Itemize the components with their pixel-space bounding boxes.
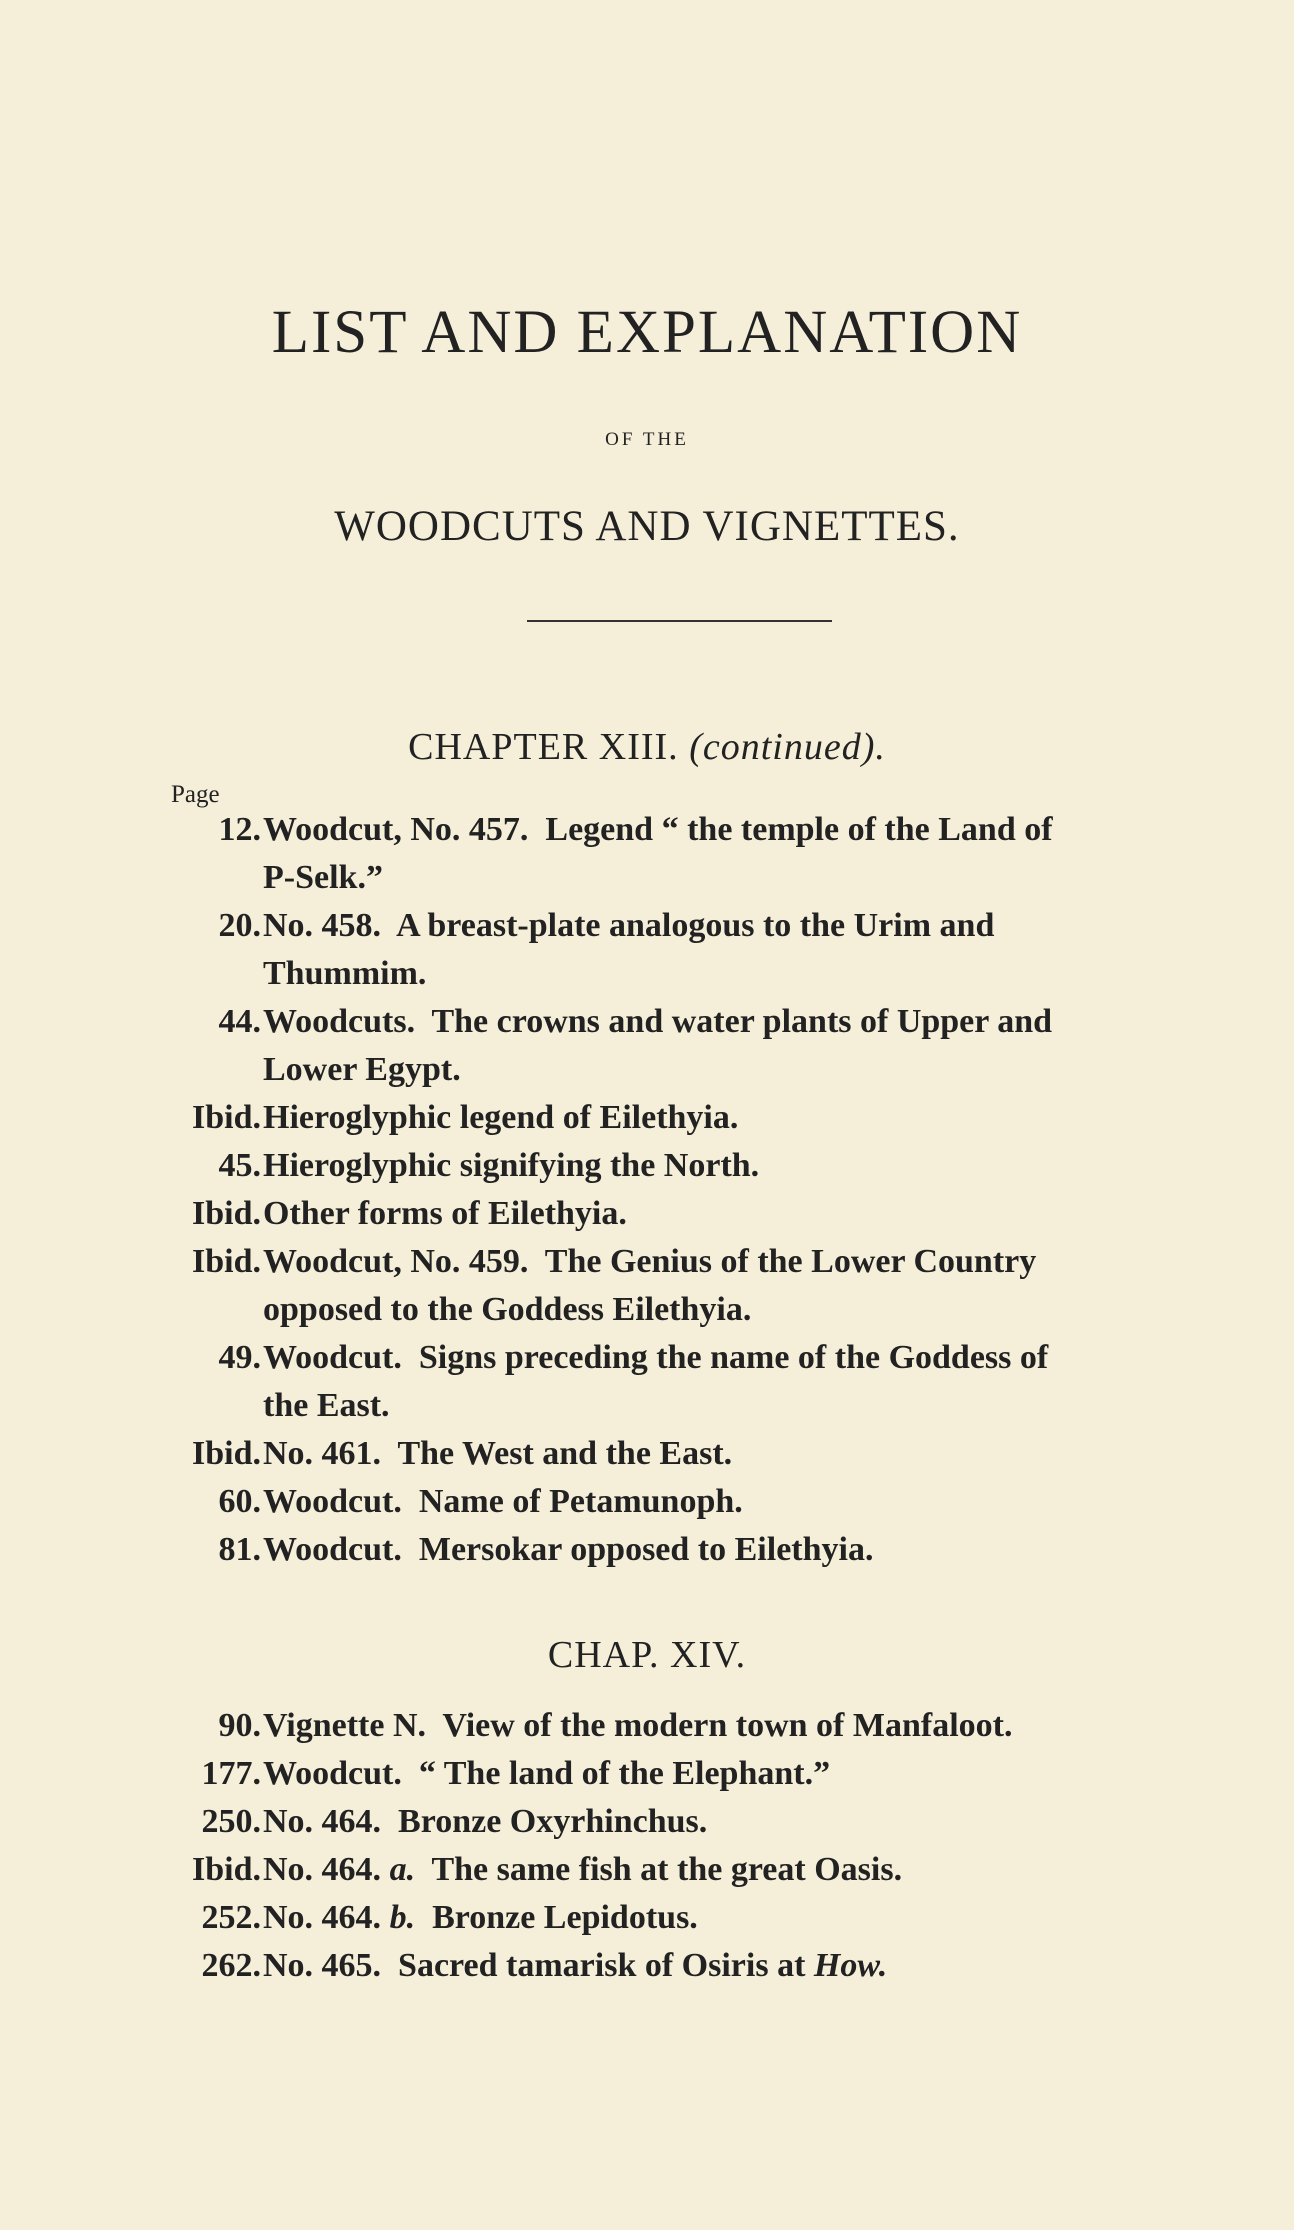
entry-text xyxy=(263,1894,1198,1942)
entry-page: 252. xyxy=(201,1899,261,1936)
chapter-13-heading xyxy=(0,728,1294,766)
entry-text xyxy=(263,1942,1198,1990)
entry-page: 177. xyxy=(201,1755,261,1792)
entry-text: Woodcut. Signs preceding the name of the Goddess of xyxy=(263,1339,1049,1376)
page-column-label: Page xyxy=(171,781,220,808)
entry-text-cont: Lower Egypt. xyxy=(263,1051,461,1088)
entry-text xyxy=(263,1846,1198,1894)
entry-page: Ibid. xyxy=(192,1435,261,1472)
entry-page: 250. xyxy=(201,1803,261,1840)
entry-page: 49. xyxy=(218,1339,261,1376)
entry-page: 262. xyxy=(201,1947,261,1984)
entry-page: Ibid. xyxy=(192,1099,261,1136)
entry-text: Woodcut. Name of Petamunoph. xyxy=(263,1483,743,1520)
entry-page: 60. xyxy=(218,1483,261,1520)
entry-text-italic: a. xyxy=(389,1851,416,1888)
entry-page: Ibid. xyxy=(192,1851,261,1888)
entry-text: Woodcuts. The crowns and water plants of Upper and xyxy=(263,1003,1053,1040)
entry-page: 45. xyxy=(218,1147,261,1184)
entry-text-post: The same fish at the great Oasis. xyxy=(415,1851,903,1888)
entry-text: Woodcut. Mersokar opposed to Eilethyia. xyxy=(263,1531,874,1568)
divider-rule xyxy=(527,620,832,622)
entry-text: Vignette N. View of the modern town of Manfaloot. xyxy=(263,1707,1013,1744)
entry-page: 90. xyxy=(218,1707,261,1744)
entry-text: No. 458. A breast-plate analogous to the Urim and xyxy=(263,907,995,944)
entry-text-cont: opposed to the Goddess Eilethyia. xyxy=(263,1291,752,1328)
entry-page: Ibid. xyxy=(192,1243,261,1280)
entry-text: No. 461. The West and the East. xyxy=(263,1435,733,1472)
entry-text: Other forms of Eilethyia. xyxy=(263,1195,627,1232)
entry-text-cont: P-Selk.” xyxy=(263,859,383,896)
chapter-14-heading: CHAP. XIV. xyxy=(547,1634,747,1676)
entry-text-pre: No. 464. xyxy=(263,1851,390,1888)
entry-page: 20. xyxy=(218,907,261,944)
entry-page: 81. xyxy=(218,1531,261,1568)
entry-page: 44. xyxy=(218,1003,261,1040)
entry-text: No. 464. Bronze Oxyrhinchus. xyxy=(263,1803,708,1840)
entry-page: Ibid. xyxy=(192,1195,261,1232)
entry-text: Hieroglyphic legend of Eilethyia. xyxy=(263,1099,739,1136)
page-subtitle: WOODCUTS AND VIGNETTES. xyxy=(334,503,960,550)
entry-text-italic: How. xyxy=(813,1947,888,1984)
chapter-13-note: (continued). xyxy=(689,726,886,768)
entry-text: Woodcut, No. 457. Legend “ the temple of the Land of xyxy=(263,811,1053,848)
entry-text-cont: Thummim. xyxy=(263,955,427,992)
page-title: LIST AND EXPLANATION xyxy=(271,299,1023,366)
entry-text: Woodcut. “ The land of the Elephant.” xyxy=(263,1755,831,1792)
entry-text: Hieroglyphic signifying the North. xyxy=(263,1147,760,1184)
entry-text-pre: No. 464. xyxy=(263,1899,390,1936)
entry-text: Woodcut, No. 459. The Genius of the Lower Country xyxy=(263,1243,1037,1280)
entry-text-cont: the East. xyxy=(263,1387,390,1424)
of-the-label: OF THE xyxy=(605,429,689,450)
entry-text-italic: b. xyxy=(389,1899,416,1936)
chapter-13-title: CHAPTER XIII. xyxy=(408,726,679,768)
entry-text-post: Bronze Lepidotus. xyxy=(415,1899,698,1936)
entry-text-pre: No. 465. Sacred tamarisk of Osiris at xyxy=(263,1947,814,1984)
entry-page: 12. xyxy=(218,811,261,848)
